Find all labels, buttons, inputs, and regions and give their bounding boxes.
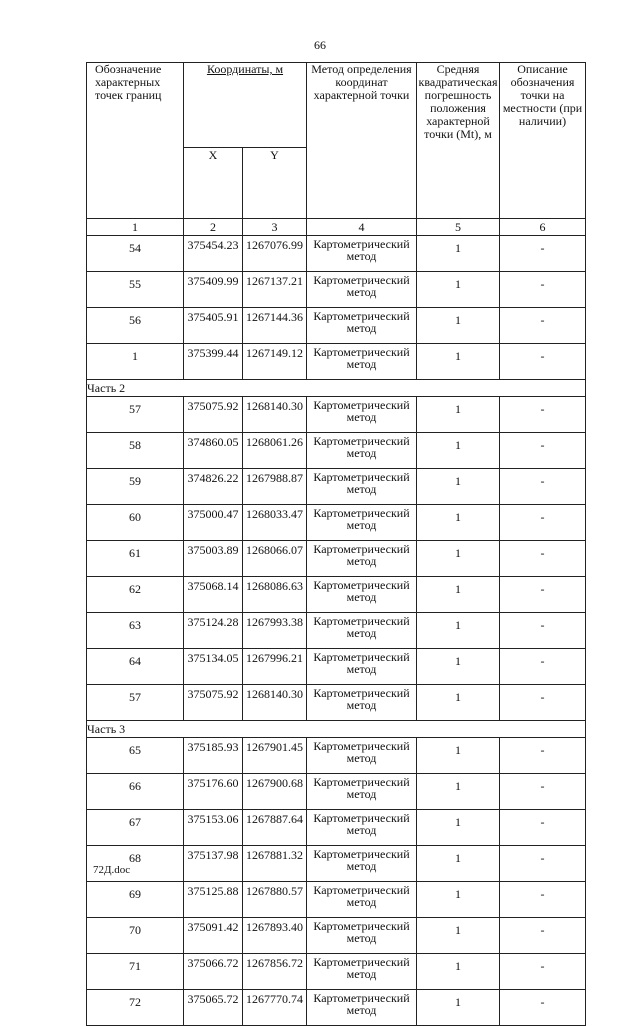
cell-method: Картометрический метод	[307, 738, 417, 774]
cell-point: 66	[87, 774, 184, 810]
cell-point: 65	[87, 738, 184, 774]
table-row	[87, 541, 586, 577]
cell-x: 375065.72	[184, 990, 243, 1026]
cell-y: 1268061.26	[243, 433, 307, 469]
cell-method: Картометрический метод	[307, 882, 417, 918]
table-row	[87, 774, 586, 810]
cell-y: 1268066.07	[243, 541, 307, 577]
cell-point: 70	[87, 918, 184, 954]
cell-y: 1268033.47	[243, 505, 307, 541]
table-row	[87, 882, 586, 918]
table-row	[87, 344, 586, 380]
cell-method: Картометрический метод	[307, 469, 417, 505]
cell-x: 375153.06	[184, 810, 243, 846]
cell-y: 1267880.57	[243, 882, 307, 918]
cell-description: -	[500, 846, 586, 882]
cell-y: 1267149.12	[243, 344, 307, 380]
cell-description: -	[500, 918, 586, 954]
cell-point: 67	[87, 810, 184, 846]
table-row	[87, 433, 586, 469]
cell-x: 375124.28	[184, 613, 243, 649]
column-number: 6	[500, 219, 586, 236]
coordinates-table	[86, 62, 586, 1026]
cell-method: Картометрический метод	[307, 774, 417, 810]
header-description: Описание обозначения точки на местности (при наличии)	[500, 63, 586, 219]
cell-x: 375409.99	[184, 272, 243, 308]
table-row	[87, 649, 586, 685]
part-heading: Часть 2	[87, 380, 586, 397]
cell-description: -	[500, 344, 586, 380]
cell-method: Картометрический метод	[307, 613, 417, 649]
cell-y: 1268086.63	[243, 577, 307, 613]
cell-y: 1268140.30	[243, 685, 307, 721]
header-y: Y	[243, 148, 307, 219]
footer-filename: 72Д.doc	[93, 864, 131, 876]
table-row	[87, 990, 586, 1026]
cell-method: Картометрический метод	[307, 308, 417, 344]
cell-x: 374826.22	[184, 469, 243, 505]
header-method: Метод определения координат характерной точки	[307, 63, 417, 219]
cell-y: 1267901.45	[243, 738, 307, 774]
cell-method: Картометрический метод	[307, 272, 417, 308]
cell-error: 1	[417, 505, 500, 541]
cell-error: 1	[417, 882, 500, 918]
cell-point: 55	[87, 272, 184, 308]
cell-description: -	[500, 541, 586, 577]
cell-y: 1267988.87	[243, 469, 307, 505]
cell-method: Картометрический метод	[307, 918, 417, 954]
cell-error: 1	[417, 308, 500, 344]
column-number: 3	[243, 219, 307, 236]
cell-point: 56	[87, 308, 184, 344]
cell-point: 62	[87, 577, 184, 613]
column-number: 4	[307, 219, 417, 236]
cell-point: 69	[87, 882, 184, 918]
cell-method: Картометрический метод	[307, 433, 417, 469]
table-row	[87, 810, 586, 846]
cell-error: 1	[417, 649, 500, 685]
cell-error: 1	[417, 613, 500, 649]
cell-error: 1	[417, 344, 500, 380]
cell-y: 1267076.99	[243, 236, 307, 272]
table-row	[87, 469, 586, 505]
table-row	[87, 505, 586, 541]
table-row	[87, 272, 586, 308]
column-numbers-row	[87, 219, 586, 236]
cell-method: Картометрический метод	[307, 505, 417, 541]
cell-description: -	[500, 774, 586, 810]
cell-y: 1267144.36	[243, 308, 307, 344]
cell-point: 71	[87, 954, 184, 990]
cell-x: 375185.93	[184, 738, 243, 774]
cell-method: Картометрический метод	[307, 685, 417, 721]
table-row	[87, 846, 586, 882]
part-heading-row	[87, 380, 586, 397]
cell-error: 1	[417, 469, 500, 505]
cell-point: 68	[87, 846, 184, 882]
cell-y: 1267893.40	[243, 918, 307, 954]
cell-error: 1	[417, 236, 500, 272]
cell-point: 61	[87, 541, 184, 577]
cell-error: 1	[417, 774, 500, 810]
cell-method: Картометрический метод	[307, 397, 417, 433]
cell-description: -	[500, 397, 586, 433]
cell-error: 1	[417, 954, 500, 990]
table-row	[87, 738, 586, 774]
cell-description: -	[500, 433, 586, 469]
part-heading: Часть 3	[87, 721, 586, 738]
table-row	[87, 577, 586, 613]
cell-description: -	[500, 810, 586, 846]
header-coordinates: Координаты, м	[184, 63, 307, 148]
cell-y: 1267996.21	[243, 649, 307, 685]
cell-point: 72	[87, 990, 184, 1026]
cell-y: 1267900.68	[243, 774, 307, 810]
cell-x: 375000.47	[184, 505, 243, 541]
table-row	[87, 685, 586, 721]
page-number: 66	[314, 38, 326, 52]
cell-point: 57	[87, 397, 184, 433]
table-row	[87, 918, 586, 954]
cell-method: Картометрический метод	[307, 990, 417, 1026]
cell-description: -	[500, 990, 586, 1026]
column-number: 5	[417, 219, 500, 236]
table-row	[87, 613, 586, 649]
cell-error: 1	[417, 541, 500, 577]
header-point: Обозначение характерных точек границ	[87, 63, 184, 219]
cell-x: 375399.44	[184, 344, 243, 380]
cell-description: -	[500, 308, 586, 344]
cell-x: 375454.23	[184, 236, 243, 272]
part-heading-row	[87, 721, 586, 738]
cell-error: 1	[417, 272, 500, 308]
cell-x: 375137.98	[184, 846, 243, 882]
cell-point: 60	[87, 505, 184, 541]
cell-point: 57	[87, 685, 184, 721]
cell-y: 1267881.32	[243, 846, 307, 882]
cell-point: 64	[87, 649, 184, 685]
header-error: Средняя квадратическая погрешность положения характерной точки (Mt), м	[417, 63, 500, 219]
column-number: 1	[87, 219, 184, 236]
cell-error: 1	[417, 397, 500, 433]
cell-y: 1267993.38	[243, 613, 307, 649]
cell-description: -	[500, 954, 586, 990]
cell-error: 1	[417, 685, 500, 721]
cell-y: 1268140.30	[243, 397, 307, 433]
cell-x: 375091.42	[184, 918, 243, 954]
cell-method: Картометрический метод	[307, 954, 417, 990]
cell-x: 375125.88	[184, 882, 243, 918]
cell-description: -	[500, 577, 586, 613]
cell-x: 375066.72	[184, 954, 243, 990]
cell-y: 1267137.21	[243, 272, 307, 308]
cell-error: 1	[417, 433, 500, 469]
cell-description: -	[500, 685, 586, 721]
cell-error: 1	[417, 990, 500, 1026]
cell-method: Картометрический метод	[307, 236, 417, 272]
cell-error: 1	[417, 918, 500, 954]
cell-error: 1	[417, 810, 500, 846]
cell-x: 375176.60	[184, 774, 243, 810]
cell-point: 58	[87, 433, 184, 469]
cell-error: 1	[417, 738, 500, 774]
cell-y: 1267856.72	[243, 954, 307, 990]
header-x: X	[184, 148, 243, 219]
table-body	[87, 236, 586, 1026]
cell-description: -	[500, 469, 586, 505]
cell-x: 375075.92	[184, 397, 243, 433]
table-row	[87, 308, 586, 344]
cell-method: Картометрический метод	[307, 649, 417, 685]
cell-method: Картометрический метод	[307, 810, 417, 846]
cell-method: Картометрический метод	[307, 344, 417, 380]
cell-description: -	[500, 738, 586, 774]
cell-x: 375068.14	[184, 577, 243, 613]
cell-x: 375003.89	[184, 541, 243, 577]
cell-x: 375075.92	[184, 685, 243, 721]
cell-description: -	[500, 613, 586, 649]
cell-x: 375405.91	[184, 308, 243, 344]
cell-error: 1	[417, 577, 500, 613]
cell-x: 374860.05	[184, 433, 243, 469]
table-row	[87, 954, 586, 990]
cell-y: 1267770.74	[243, 990, 307, 1026]
cell-description: -	[500, 236, 586, 272]
cell-description: -	[500, 882, 586, 918]
table-row	[87, 236, 586, 272]
cell-point: 1	[87, 344, 184, 380]
table-row	[87, 397, 586, 433]
cell-point: 54	[87, 236, 184, 272]
cell-method: Картометрический метод	[307, 577, 417, 613]
cell-error: 1	[417, 846, 500, 882]
cell-description: -	[500, 505, 586, 541]
cell-x: 375134.05	[184, 649, 243, 685]
cell-point: 59	[87, 469, 184, 505]
column-number: 2	[184, 219, 243, 236]
cell-point: 63	[87, 613, 184, 649]
cell-method: Картометрический метод	[307, 846, 417, 882]
cell-description: -	[500, 272, 586, 308]
cell-method: Картометрический метод	[307, 541, 417, 577]
cell-description: -	[500, 649, 586, 685]
cell-y: 1267887.64	[243, 810, 307, 846]
